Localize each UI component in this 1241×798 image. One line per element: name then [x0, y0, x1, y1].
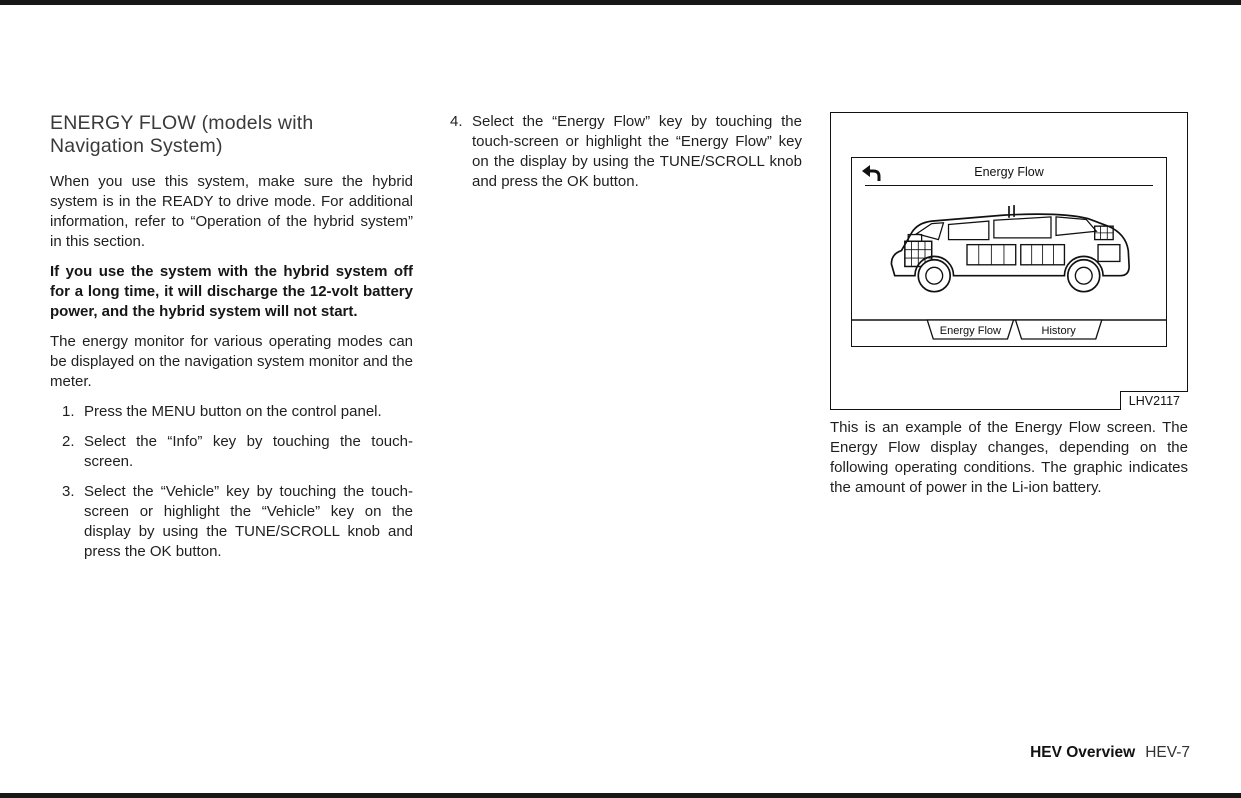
- step-text: Select the “Energy Flow” key by touching the touch-screen or highlight the “Energy Flow” key on the display by using the TUNE/SCROLL knob and press the OK button.: [472, 113, 802, 190]
- step-number: 3.: [62, 483, 75, 500]
- screen-title: Energy Flow: [974, 165, 1044, 179]
- image-code: LHV2117: [1120, 391, 1188, 410]
- section-heading: ENERGY FLOW (models with Navigation System): [50, 112, 314, 157]
- bottom-page-rule: [0, 793, 1241, 798]
- tab-energy-flow-label: Energy Flow: [939, 325, 1001, 337]
- footer-section-title: HEV Overview: [1030, 744, 1136, 761]
- step-text: Select the “Vehicle” key by touching the touch-screen or highlight the “Vehicle” key on the display by using the TUNE/SCROLL knob and press the OK button.: [84, 483, 413, 560]
- step-item-3: [50, 482, 413, 562]
- step-number: 1.: [62, 403, 75, 420]
- step-item-1: [50, 402, 413, 422]
- step-number: 4.: [450, 113, 463, 130]
- step-item-2: [50, 432, 413, 472]
- figure-caption: This is an example of the Energy Flow screen. The Energy Flow display changes, depending on the following operating conditions. The graphic indicates the amount of power in the Li-ion battery.: [830, 419, 1188, 496]
- monitor-paragraph: The energy monitor for various operating modes can be displayed on the navigation system monitor and the meter.: [50, 333, 413, 390]
- step-text: Select the “Info” key by touching the touch-screen.: [84, 433, 413, 470]
- step-text: Press the MENU button on the control panel.: [84, 403, 382, 420]
- step-item-4: [450, 112, 802, 192]
- intro-paragraph: When you use this system, make sure the hybrid system is in the READY to drive mode. For additional information, refer to “Operation of the hybrid system” in this section.: [50, 173, 413, 250]
- energy-flow-screen: [851, 157, 1167, 347]
- tab-bar: [852, 319, 1166, 343]
- footer-page-number: HEV-7: [1145, 744, 1190, 761]
- warning-paragraph: If you use the system with the hybrid system off for a long time, it will discharge the 12-volt battery power, and the hybrid system will not start.: [50, 263, 413, 320]
- step-number: 2.: [62, 433, 75, 450]
- screen-title-rule: [865, 185, 1153, 186]
- tab-history-label: History: [1041, 325, 1076, 337]
- car-illustration: [883, 188, 1135, 308]
- left-column: [50, 112, 413, 572]
- right-column: [830, 112, 1190, 508]
- page-footer: [1030, 744, 1190, 762]
- figure-frame: [830, 112, 1188, 410]
- top-page-rule: [0, 0, 1241, 5]
- middle-column: [450, 112, 802, 202]
